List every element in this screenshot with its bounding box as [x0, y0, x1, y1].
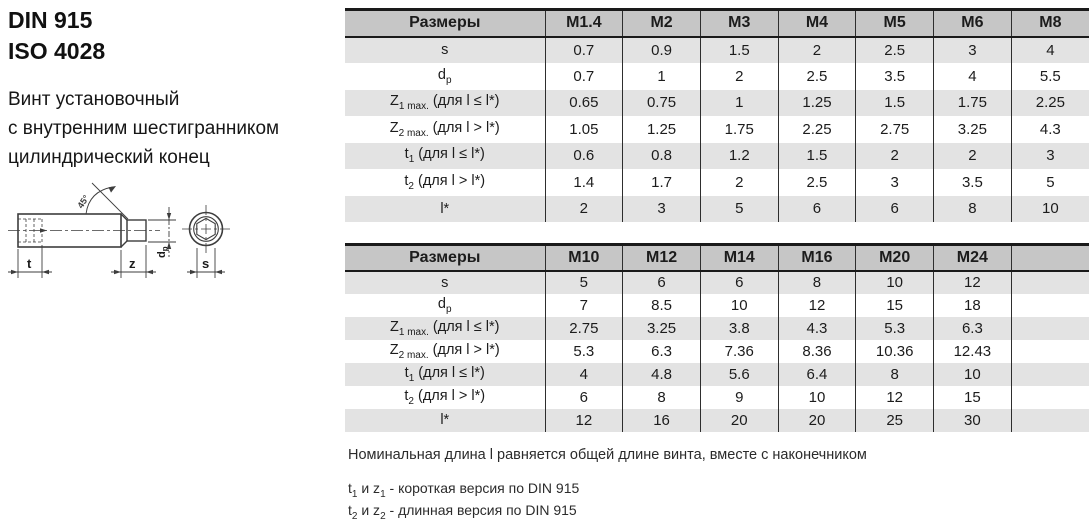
column-header: M12 [623, 245, 701, 271]
value-cell: 16 [623, 409, 701, 432]
value-cell: 15 [856, 294, 934, 317]
value-cell: 30 [934, 409, 1012, 432]
table-m10-m24 [345, 243, 1089, 432]
value-cell: 8 [934, 196, 1012, 223]
value-cell: 2.5 [778, 169, 856, 196]
value-cell: 1.05 [545, 116, 623, 143]
column-header: M24 [934, 245, 1012, 271]
value-cell: 25 [856, 409, 934, 432]
value-cell: 8.36 [778, 340, 856, 363]
row-label: l* [440, 412, 450, 428]
value-cell: 1.5 [778, 143, 856, 170]
angle-arrow [109, 186, 117, 193]
value-cell: 8 [778, 271, 856, 294]
column-header: M6 [934, 10, 1012, 37]
column-header: M8 [1011, 10, 1089, 37]
z-label: z [129, 256, 136, 271]
screw-side-view [8, 183, 176, 278]
s-label: s [202, 256, 210, 271]
column-header: M20 [856, 245, 934, 271]
value-cell: 2.75 [856, 116, 934, 143]
column-header: M16 [778, 245, 856, 271]
value-cell: 10 [700, 294, 778, 317]
row-label: $Z_{2 max.}$ (для l > l*) [389, 119, 500, 139]
value-cell: 1.25 [778, 90, 856, 117]
value-cell: 4.3 [1011, 116, 1089, 143]
value-cell: 1.25 [623, 116, 701, 143]
value-cell: 15 [934, 386, 1012, 409]
value-cell: 0.7 [545, 37, 623, 64]
value-cell: 2 [934, 143, 1012, 170]
value-cell: 6 [623, 271, 701, 294]
value-cell: 4 [545, 363, 623, 386]
table-row [345, 116, 1089, 143]
row-label: $Z_{1 max.}$ (для l ≤ l*) [390, 318, 500, 338]
dimensions-table-large-sizes [345, 243, 1089, 432]
value-cell: 2 [545, 196, 623, 223]
value-cell: 3 [856, 169, 934, 196]
value-cell [1011, 317, 1089, 340]
value-cell: 1.5 [700, 37, 778, 64]
value-cell: 9 [700, 386, 778, 409]
row-label: $Z_{1 max.}$ (для l ≤ l*) [390, 93, 500, 113]
value-cell: 3 [623, 196, 701, 223]
value-cell: 2.5 [778, 63, 856, 90]
value-cell: 5 [700, 196, 778, 223]
standard-iso: ISO 4028 [8, 38, 106, 64]
description-line: Винт установочный [8, 89, 180, 110]
value-cell: 0.65 [545, 90, 623, 117]
value-cell [1011, 409, 1089, 432]
value-cell: 1.2 [700, 143, 778, 170]
value-cell: 2.75 [545, 317, 623, 340]
value-cell: 8.5 [623, 294, 701, 317]
table-row [345, 90, 1089, 117]
value-cell: 10 [934, 363, 1012, 386]
value-cell: 12 [856, 386, 934, 409]
value-cell: 4.3 [778, 317, 856, 340]
value-cell: 5 [1011, 169, 1089, 196]
value-cell: 12 [545, 409, 623, 432]
table-row [345, 363, 1089, 386]
table-row [345, 63, 1089, 90]
value-cell: 3 [1011, 143, 1089, 170]
value-cell: 1.7 [623, 169, 701, 196]
value-cell: 0.6 [545, 143, 623, 170]
value-cell: 4 [934, 63, 1012, 90]
angle-label: 45° [75, 193, 92, 211]
value-cell: 4.8 [623, 363, 701, 386]
column-header: M3 [700, 10, 778, 37]
t-label: t [27, 256, 32, 271]
note-short-version: $t_1$ и $z_1$ - короткая версия по DIN 915 [348, 480, 580, 500]
value-cell: 0.9 [623, 37, 701, 64]
sizes-header-cell: Размеры [345, 10, 545, 37]
value-cell: 5.3 [545, 340, 623, 363]
table-row [345, 386, 1089, 409]
value-cell: 7 [545, 294, 623, 317]
dimension-dp [148, 207, 176, 258]
value-cell: 2.5 [856, 37, 934, 64]
value-cell: 6 [545, 386, 623, 409]
table-row [345, 143, 1089, 170]
table-row [345, 271, 1089, 294]
note-nominal-length: Номинальная длина l равняется общей длине винта, вместе с наконечником [348, 447, 867, 463]
row-label: $d_p$ [437, 295, 452, 315]
value-cell: 12.43 [934, 340, 1012, 363]
value-cell: 20 [700, 409, 778, 432]
value-cell: 2 [700, 169, 778, 196]
value-cell: 2 [778, 37, 856, 64]
value-cell: 0.75 [623, 90, 701, 117]
row-label: $d_p$ [437, 66, 452, 86]
socket-depth-arrow [40, 228, 47, 232]
value-cell: 1 [700, 90, 778, 117]
row-label: $Z_{2 max.}$ (для l > l*) [389, 341, 500, 361]
value-cell: 10.36 [856, 340, 934, 363]
value-cell: 2 [856, 143, 934, 170]
column-header [1011, 245, 1089, 271]
column-header: M2 [623, 10, 701, 37]
value-cell: 4 [1011, 37, 1089, 64]
value-cell: 10 [1011, 196, 1089, 223]
row-label: $t_2$ (для l > l*) [404, 387, 486, 407]
value-cell: 5.5 [1011, 63, 1089, 90]
screw-end-view [182, 205, 230, 278]
value-cell: 10 [856, 271, 934, 294]
table-header-row [345, 10, 1089, 37]
value-cell: 12 [934, 271, 1012, 294]
dp-label: $d_p$ [156, 246, 170, 258]
value-cell: 0.8 [623, 143, 701, 170]
value-cell: 5.3 [856, 317, 934, 340]
description-block [8, 85, 279, 172]
value-cell: 1.75 [700, 116, 778, 143]
value-cell: 8 [623, 386, 701, 409]
table-m1.4-m8 [345, 8, 1089, 222]
value-cell: 3.5 [856, 63, 934, 90]
value-cell: 2.25 [1011, 90, 1089, 117]
table-row [345, 317, 1089, 340]
value-cell: 10 [778, 386, 856, 409]
value-cell [1011, 340, 1089, 363]
standard-din: DIN 915 [8, 7, 93, 33]
title-block [8, 5, 105, 67]
value-cell [1011, 271, 1089, 294]
row-label: l* [440, 200, 450, 217]
column-header: M1.4 [545, 10, 623, 37]
column-header: M14 [700, 245, 778, 271]
value-cell: 6 [778, 196, 856, 223]
table-row [345, 37, 1089, 64]
column-header: M4 [778, 10, 856, 37]
table-row [345, 409, 1089, 432]
value-cell: 6 [856, 196, 934, 223]
value-cell: 1.75 [934, 90, 1012, 117]
value-cell: 6 [700, 271, 778, 294]
row-label: s [441, 42, 449, 59]
column-header: M5 [856, 10, 934, 37]
table-row [345, 196, 1089, 223]
value-cell: 5 [545, 271, 623, 294]
row-label: $t_1$ (для l ≤ l*) [404, 146, 485, 166]
value-cell: 18 [934, 294, 1012, 317]
value-cell: 2 [700, 63, 778, 90]
value-cell [1011, 386, 1089, 409]
value-cell: 3.25 [934, 116, 1012, 143]
description-line: с внутренним шестигранником [8, 118, 280, 139]
value-cell: 2.25 [778, 116, 856, 143]
description-line: цилиндрический конец [8, 147, 210, 168]
value-cell: 1.4 [545, 169, 623, 196]
table-row [345, 340, 1089, 363]
value-cell: 6.3 [623, 340, 701, 363]
table-row [345, 169, 1089, 196]
value-cell: 1.5 [856, 90, 934, 117]
value-cell: 3.5 [934, 169, 1012, 196]
column-header: M10 [545, 245, 623, 271]
value-cell: 20 [778, 409, 856, 432]
value-cell: 3 [934, 37, 1012, 64]
table-row [345, 294, 1089, 317]
dimension-t [8, 245, 52, 278]
table-header-row [345, 245, 1089, 271]
row-label: $t_1$ (для l ≤ l*) [404, 364, 485, 384]
value-cell: 6.3 [934, 317, 1012, 340]
value-cell: 12 [778, 294, 856, 317]
value-cell: 1 [623, 63, 701, 90]
dimension-z [111, 245, 156, 278]
screw-technical-drawing [0, 170, 250, 284]
value-cell: 0.7 [545, 63, 623, 90]
note-long-version: $t_2$ и $z_2$ - длинная версия по DIN 915 [348, 502, 577, 522]
dimensions-table-small-sizes [345, 8, 1089, 222]
row-label: $t_2$ (для l > l*) [404, 172, 486, 192]
value-cell: 3.25 [623, 317, 701, 340]
value-cell [1011, 363, 1089, 386]
value-cell: 6.4 [778, 363, 856, 386]
value-cell: 8 [856, 363, 934, 386]
value-cell: 3.8 [700, 317, 778, 340]
value-cell: 5.6 [700, 363, 778, 386]
sizes-header-cell: Размеры [345, 245, 545, 271]
row-label: s [441, 274, 449, 291]
value-cell: 7.36 [700, 340, 778, 363]
value-cell [1011, 294, 1089, 317]
